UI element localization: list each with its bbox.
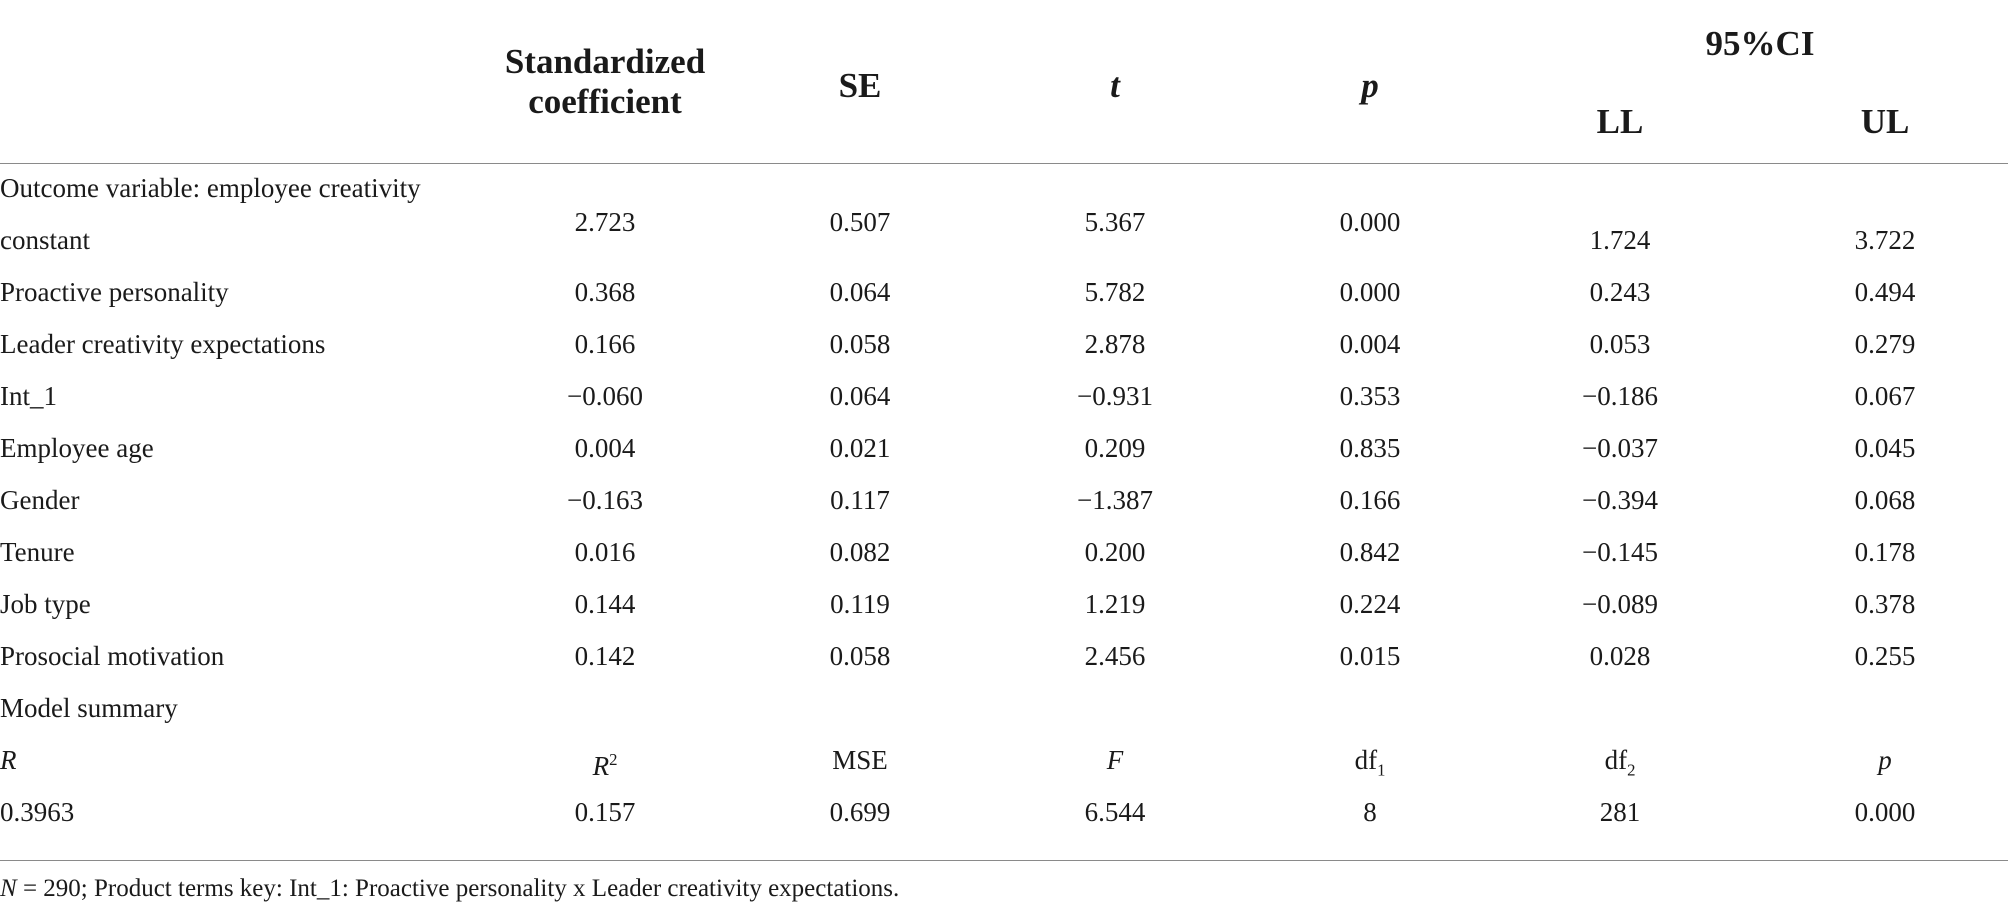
table-footnote bbox=[0, 873, 899, 905]
header-p: p bbox=[1361, 66, 1379, 105]
header-std-coef-line2: coefficient bbox=[528, 82, 682, 121]
row-se: 0.119 bbox=[830, 589, 890, 619]
row-p: 0.000 bbox=[1339, 277, 1401, 307]
row-ul: 0.067 bbox=[1854, 381, 1916, 411]
row-coef: 0.142 bbox=[574, 641, 636, 671]
constant-p: 0.000 bbox=[1339, 207, 1401, 237]
model-summary-p-value: 0.000 bbox=[1854, 797, 1916, 827]
footnote-text: = 290; Product terms key: Int_1: Proactive personality x Leader creativity expectations. bbox=[16, 875, 900, 902]
row-se: 0.058 bbox=[829, 329, 891, 359]
row-ll: −0.089 bbox=[1582, 589, 1658, 619]
header-t: t bbox=[1110, 66, 1120, 105]
model-summary-mse-value: 0.699 bbox=[829, 797, 891, 827]
row-se: 0.058 bbox=[829, 641, 891, 671]
row-ll: 0.053 bbox=[1589, 329, 1651, 359]
row-ll: −0.145 bbox=[1582, 537, 1658, 567]
row-ul: 0.045 bbox=[1854, 433, 1916, 463]
row-ul: 0.178 bbox=[1854, 537, 1916, 567]
header-ll: LL bbox=[1596, 102, 1644, 141]
row-p: 0.015 bbox=[1339, 641, 1401, 671]
df2-subscript: 2 bbox=[1627, 760, 1636, 780]
footnote-n-label: N bbox=[0, 875, 17, 902]
row-ll: −0.186 bbox=[1582, 381, 1658, 411]
header-ul: UL bbox=[1860, 102, 1910, 141]
row-label: Leader creativity expectations bbox=[0, 329, 326, 359]
df1-subscript: 1 bbox=[1377, 760, 1386, 780]
df1-base: df bbox=[1354, 745, 1378, 775]
row-ul: 0.378 bbox=[1854, 589, 1916, 619]
row-label: Int_1 bbox=[0, 381, 57, 411]
table-header bbox=[0, 0, 2008, 164]
row-ll: −0.037 bbox=[1582, 433, 1658, 463]
row-coef: 0.004 bbox=[574, 433, 636, 463]
header-95ci: 95%CI bbox=[1705, 24, 1815, 63]
row-ul: 0.068 bbox=[1854, 485, 1916, 515]
df2-base: df bbox=[1604, 745, 1628, 775]
model-summary-header-p: p bbox=[1878, 745, 1892, 775]
model-summary-header-r: R bbox=[0, 745, 17, 775]
row-t: 5.782 bbox=[1084, 277, 1146, 307]
constant-ul: 3.722 bbox=[1854, 225, 1916, 255]
row-p: 0.842 bbox=[1339, 537, 1401, 567]
outcome-variable-label: Outcome variable: employee creativity bbox=[0, 173, 421, 203]
row-t: 2.456 bbox=[1084, 641, 1146, 671]
model-summary-header-r2 bbox=[593, 744, 618, 782]
model-summary-r-value: 0.3963 bbox=[0, 797, 75, 827]
row-p: 0.353 bbox=[1339, 381, 1401, 411]
row-label: Tenure bbox=[0, 537, 75, 567]
row-t: −1.387 bbox=[1077, 485, 1153, 515]
header-standardized-coefficient bbox=[470, 42, 740, 122]
row-se: 0.082 bbox=[829, 537, 891, 567]
model-summary-r2-value: 0.157 bbox=[574, 797, 636, 827]
model-summary-header-mse: MSE bbox=[832, 745, 888, 775]
row-label: Gender bbox=[0, 485, 80, 515]
row-coef: 0.368 bbox=[574, 277, 636, 307]
row-t: 0.200 bbox=[1084, 537, 1146, 567]
row-p: 0.004 bbox=[1339, 329, 1401, 359]
model-summary-header-df2 bbox=[1605, 744, 1636, 786]
row-se: 0.064 bbox=[829, 277, 891, 307]
row-p: 0.224 bbox=[1339, 589, 1401, 619]
row-p: 0.166 bbox=[1339, 485, 1401, 515]
row-coef: −0.060 bbox=[567, 381, 643, 411]
row-t: 2.878 bbox=[1084, 329, 1146, 359]
row-t: 0.209 bbox=[1084, 433, 1146, 463]
row-ul: 0.255 bbox=[1854, 641, 1916, 671]
row-ll: 0.243 bbox=[1589, 277, 1651, 307]
row-coef: 0.166 bbox=[574, 329, 636, 359]
row-coef: 0.016 bbox=[574, 537, 636, 567]
r2-superscript: 2 bbox=[609, 750, 618, 769]
table-bottom-rule bbox=[0, 860, 2008, 861]
row-se: 0.021 bbox=[829, 433, 891, 463]
row-coef: −0.163 bbox=[567, 485, 643, 515]
row-label: Employee age bbox=[0, 433, 154, 463]
header-se: SE bbox=[838, 66, 882, 105]
model-summary-df2-value: 281 bbox=[1599, 797, 1641, 827]
r2-base: R bbox=[592, 751, 610, 781]
row-ll: −0.394 bbox=[1582, 485, 1658, 515]
row-ll: 0.028 bbox=[1589, 641, 1651, 671]
model-summary-label: Model summary bbox=[0, 693, 178, 723]
row-ul: 0.494 bbox=[1854, 277, 1916, 307]
model-summary-header-f: F bbox=[1106, 745, 1124, 775]
constant-t: 5.367 bbox=[1084, 207, 1146, 237]
row-t: 1.219 bbox=[1084, 589, 1146, 619]
constant-ll: 1.724 bbox=[1589, 225, 1651, 255]
constant-coef: 2.723 bbox=[574, 207, 636, 237]
row-p: 0.835 bbox=[1339, 433, 1401, 463]
row-label: Prosocial motivation bbox=[0, 641, 225, 671]
row-label: Job type bbox=[0, 589, 91, 619]
row-se: 0.117 bbox=[830, 485, 890, 515]
constant-label: constant bbox=[0, 225, 90, 255]
row-t: −0.931 bbox=[1077, 381, 1153, 411]
row-ul: 0.279 bbox=[1854, 329, 1916, 359]
model-summary-header-df1 bbox=[1355, 744, 1386, 786]
model-summary-f-value: 6.544 bbox=[1084, 797, 1146, 827]
model-summary-df1-value: 8 bbox=[1363, 797, 1377, 827]
constant-se: 0.507 bbox=[829, 207, 891, 237]
row-se: 0.064 bbox=[829, 381, 891, 411]
header-std-coef-line1: Standardized bbox=[504, 42, 706, 81]
row-coef: 0.144 bbox=[574, 589, 636, 619]
row-label: Proactive personality bbox=[0, 277, 229, 307]
